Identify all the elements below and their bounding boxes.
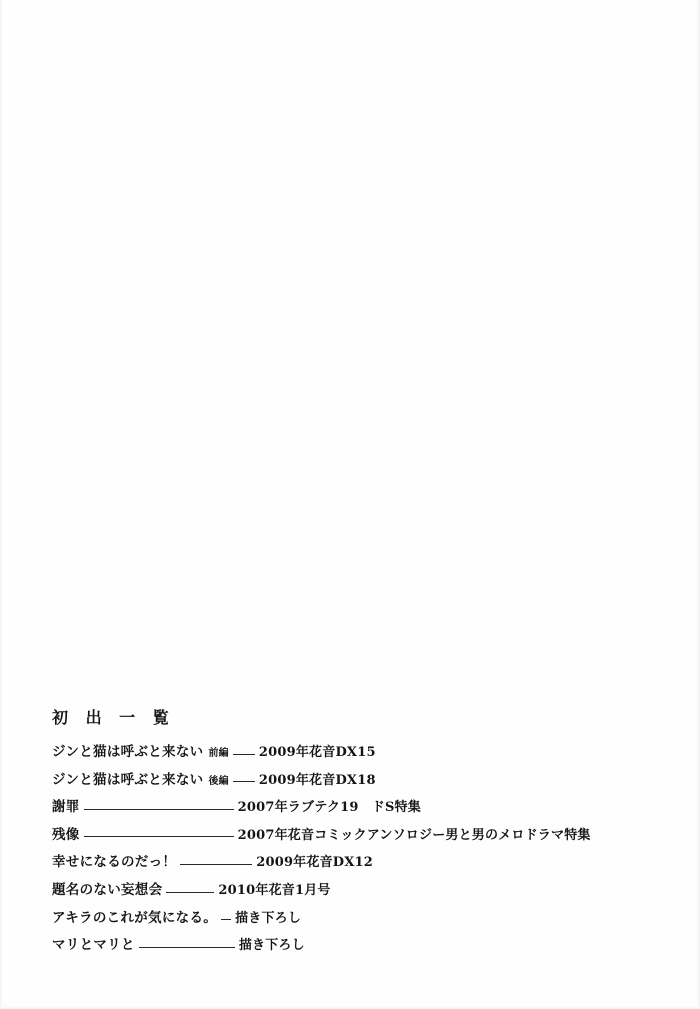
credit-source: 2007年ラブテク19 ドS特集 bbox=[237, 800, 421, 816]
credit-title: ジンと猫は呼ぶと来ない bbox=[52, 744, 204, 760]
credit-title: 幸せになるのだっ！ bbox=[52, 854, 177, 871]
credit-title: マリとマリと bbox=[52, 937, 135, 954]
credit-source: 2009年花音DX12 bbox=[256, 855, 374, 871]
leader-rule bbox=[84, 836, 234, 837]
leader-rule bbox=[180, 864, 252, 865]
first-publication-list bbox=[52, 705, 652, 965]
credit-source: 2009年花音DX18 bbox=[258, 772, 376, 788]
credit-row bbox=[52, 854, 652, 871]
credit-title: ジンと猫は呼ぶと来ない bbox=[52, 771, 204, 788]
credit-subtitle: 後編 bbox=[208, 775, 229, 787]
page-edge-right bbox=[696, 0, 700, 1009]
credit-row bbox=[52, 910, 652, 927]
credit-row bbox=[52, 744, 652, 761]
credit-row bbox=[52, 827, 652, 844]
leader-rule bbox=[233, 754, 255, 755]
leader-rule bbox=[166, 892, 214, 893]
credit-row bbox=[52, 799, 652, 816]
leader-rule bbox=[84, 809, 234, 810]
section-title: 初 出 一 覧 bbox=[52, 708, 175, 727]
credit-source: 2007年花音コミックアンソロジー男と男のメロドラマ特集 bbox=[237, 827, 591, 843]
credit-title: 残像 bbox=[52, 826, 80, 843]
leader-rule bbox=[139, 947, 235, 948]
credit-rows bbox=[52, 744, 652, 954]
page-edge-left bbox=[0, 0, 3, 1009]
credit-subtitle: 前編 bbox=[208, 748, 229, 759]
credit-source: 描き下ろし bbox=[238, 938, 305, 954]
credit-source: 描き下ろし bbox=[235, 910, 302, 926]
credit-source: 2009年花音DX15 bbox=[258, 745, 376, 760]
credit-title: アキラのこれが気になる。 bbox=[52, 909, 218, 926]
leader-rule bbox=[221, 919, 231, 920]
credit-row bbox=[52, 937, 652, 954]
credit-row bbox=[52, 772, 652, 789]
leader-rule bbox=[233, 781, 255, 782]
credit-title: 題名のない妄想会 bbox=[52, 881, 163, 898]
credit-row bbox=[52, 882, 652, 899]
credit-source: 2010年花音1月号 bbox=[218, 882, 331, 898]
credit-title: 謝罪 bbox=[52, 799, 80, 816]
